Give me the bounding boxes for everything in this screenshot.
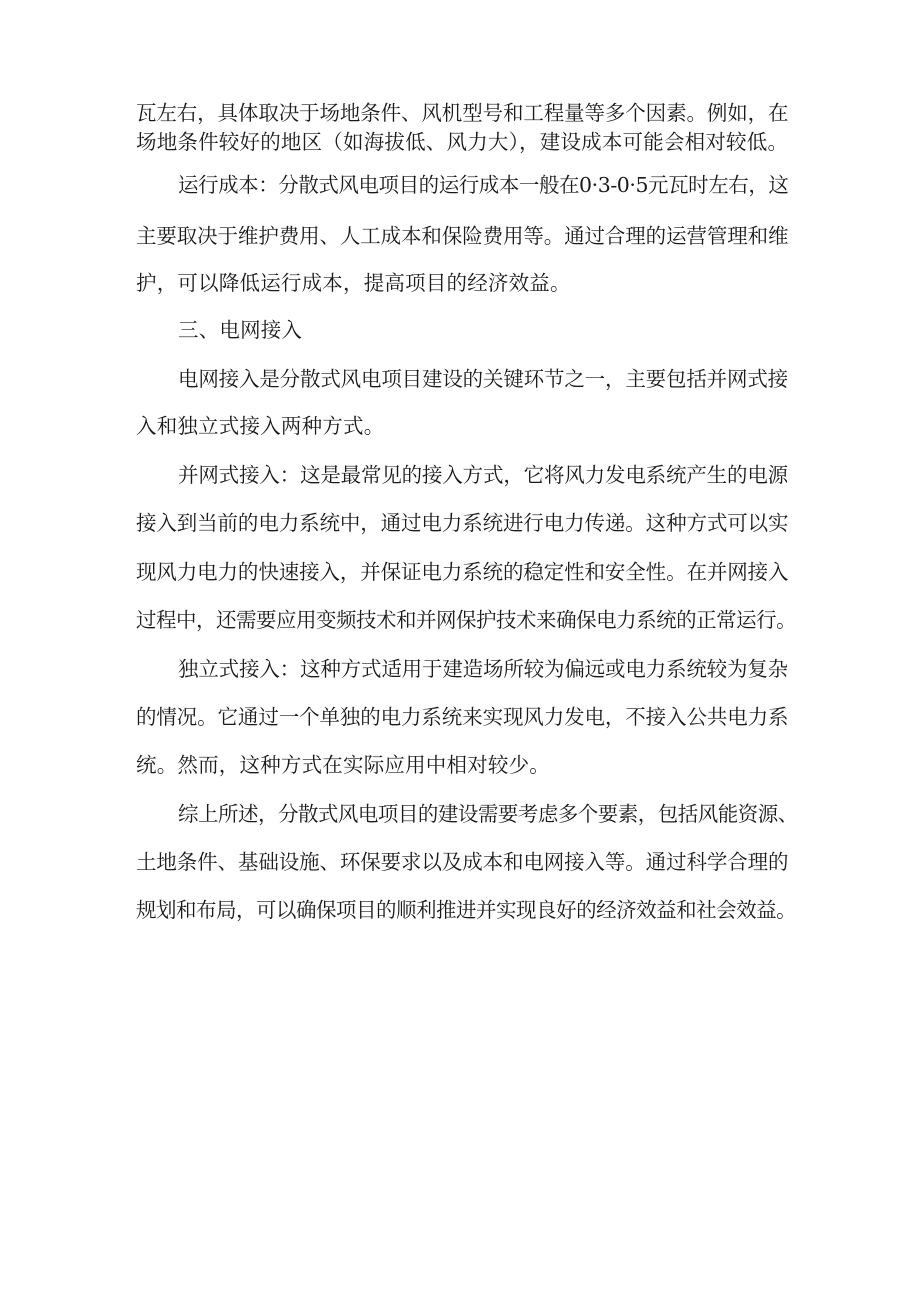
text-line: 运行成本：分散式风电项目的运行成本一般在0·3-0·5元瓦时左右，这: [178, 173, 789, 197]
text-line: 现风力电力的快速接入，并保证电力系统的稳定性和安全性。在并网接入: [136, 560, 789, 584]
text-line: 主要取决于维护费用、人工成本和保险费用等。通过合理的运营管理和维: [136, 224, 789, 248]
text-line: 护，可以降低运行成本，提高项目的经济效益。: [136, 271, 571, 295]
text-line: 的情况。它通过一个单独的电力系统来实现风力发电，不接入公共电力系: [136, 705, 789, 729]
section-heading: 三、电网接入: [178, 318, 303, 342]
text-line: 入和独立式接入两种方式。: [136, 414, 385, 438]
text-line: 并网式接入：这是最常见的接入方式，它将风力发电系统产生的电源: [178, 463, 788, 487]
text-line: 土地条件、基础设施、环保要求以及成本和电网接入等。通过科学合理的: [136, 850, 789, 874]
text-line: 过程中，还需要应用变频技术和并网保护技术来确保电力系统的正常运行。: [136, 608, 797, 632]
text-line: 接入到当前的电力系统中，通过电力系统进行电力传递。这种方式可以实: [136, 511, 789, 535]
text-line: 统。然而，这种方式在实际应用中相对较少。: [136, 753, 550, 777]
text-line: 电网接入是分散式风电项目建设的关键环节之一，主要包括并网式接: [178, 367, 788, 391]
text-line: 瓦左右，具体取决于场地条件、风机型号和工程量等多个因素。例如，在: [136, 101, 789, 125]
text-line: 规划和布局，可以确保项目的顺利推进并实现良好的经济效益和社会效益。: [136, 898, 797, 922]
text-line: 场地条件较好的地区（如海拔低、风力大），建设成本可能会相对较低。: [136, 130, 789, 154]
text-line: 独立式接入：这种方式适用于建造场所较为偏远或电力系统较为复杂: [178, 657, 788, 681]
text-line: 综上所述，分散式风电项目的建设需要考虑多个要素，包括风能资源、: [178, 802, 798, 826]
